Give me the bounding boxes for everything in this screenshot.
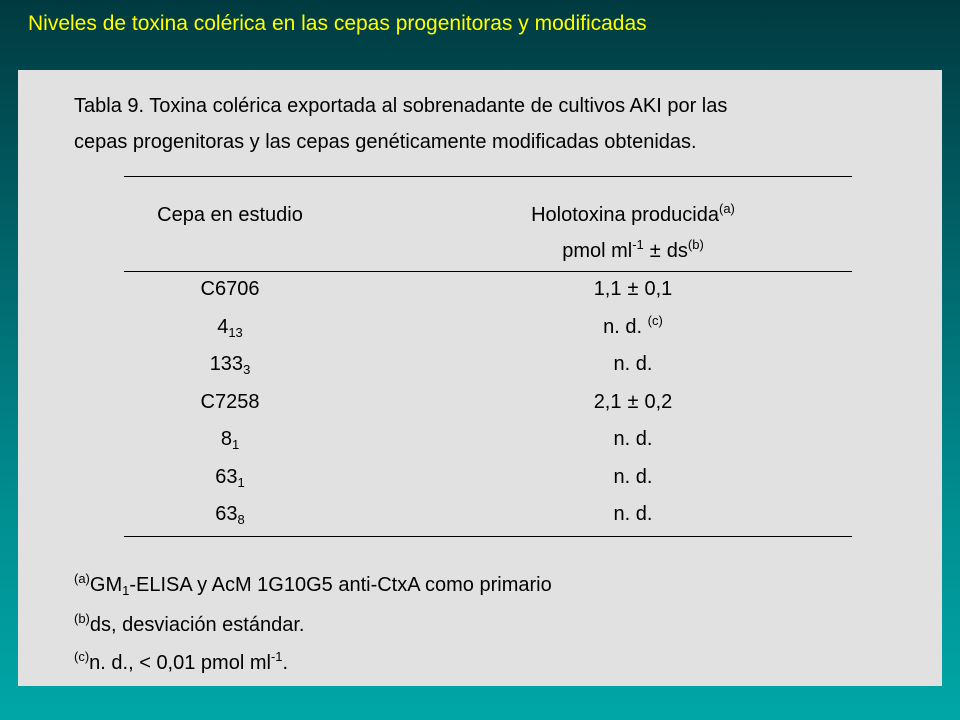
holotoxin-cell: [418, 353, 848, 376]
holotoxin-cell: [418, 466, 848, 489]
strain-cell: [124, 428, 336, 451]
holotoxin-value: 2,1: [593, 391, 622, 413]
footnote-b-text: ds, desviación estándar.: [89, 614, 305, 636]
strain-name: 8: [220, 428, 232, 450]
footnote-c-post: .: [282, 652, 289, 674]
table-top-rule: [124, 176, 852, 177]
footnote-a-pre: GM: [89, 574, 123, 596]
strain-name: 63: [215, 466, 238, 488]
plus-minus-symbol: ±: [627, 278, 639, 300]
holotoxin-value: 1,1: [593, 278, 622, 300]
holotoxin-sd: 0,2: [644, 391, 673, 413]
holotoxin-cell: [418, 428, 848, 451]
holotoxin-cell: [418, 503, 848, 526]
slide-title: Niveles de toxina colérica en las cepas progenitoras y modificadas: [28, 12, 647, 35]
holotoxin-cell: [418, 278, 848, 301]
footnote-a-post: -ELISA y AcM 1G10G5 anti-CtxA como primario: [129, 574, 552, 596]
holotoxin-value: n. d.: [613, 466, 653, 488]
holotoxin-sd: 0,1: [644, 278, 673, 300]
table-panel: [18, 70, 942, 686]
plus-minus-symbol: ±: [627, 391, 639, 413]
strain-subscript: 3: [243, 362, 251, 377]
header-holotoxin-text: Holotoxina producida: [531, 204, 719, 226]
header-sd-mark: (b): [687, 237, 704, 252]
holotoxin-value: n. d.: [613, 428, 653, 450]
strain-name: 133: [209, 353, 244, 375]
strain-cell: [124, 278, 336, 301]
strain-name: C6706: [200, 278, 260, 300]
header-holotoxin-mark: (a): [719, 201, 735, 216]
header-units-exp: -1: [632, 237, 644, 252]
footnote-a-sub: 1: [122, 583, 130, 598]
strain-subscript: 8: [237, 512, 245, 527]
footnote-marker: (c): [647, 313, 663, 328]
holotoxin-value: n. d.: [613, 503, 653, 525]
holotoxin-cell: [418, 391, 848, 414]
table-bottom-rule: [124, 536, 852, 537]
strain-cell: [124, 466, 336, 489]
footnote-c: [74, 649, 289, 675]
footnote-b: [74, 611, 305, 637]
strain-cell: [124, 503, 336, 526]
strain-subscript: 1: [231, 437, 240, 452]
footnote-c-pre: n. d., < 0,01 pmol ml: [89, 652, 271, 674]
strain-name: C7258: [200, 391, 260, 413]
footnote-c-exp: -1: [270, 649, 283, 664]
strain-name: 63: [215, 503, 238, 525]
holotoxin-value: n. d.: [613, 353, 653, 375]
strain-subscript: 1: [237, 475, 245, 490]
footnote-a: [74, 571, 552, 598]
caption-line-2: cepas progenitoras y las cepas genéticamente modificadas obtenidas.: [74, 131, 697, 153]
header-strain: Cepa en estudio: [157, 204, 303, 226]
holotoxin-cell: [418, 313, 848, 339]
header-sd-text: ds: [666, 240, 688, 262]
plus-minus-symbol: ±: [649, 240, 661, 262]
table-caption: [74, 88, 904, 160]
header-units-text: pmol ml: [562, 240, 633, 262]
caption-line-1: Tabla 9. Toxina colérica exportada al sobrenadante de cultivos AKI por las: [74, 95, 728, 117]
strain-subscript: 13: [228, 325, 243, 340]
holotoxin-value: n. d.: [603, 316, 643, 338]
footnote-c-mark: (c): [74, 649, 90, 664]
footnote-b-mark: (b): [74, 611, 90, 626]
footnote-a-mark: (a): [74, 571, 90, 586]
strain-cell: [124, 391, 336, 414]
table-header-rule: [124, 271, 852, 272]
header-holotoxin: [418, 201, 848, 227]
strain-name: 4: [217, 316, 229, 338]
strain-cell: [124, 353, 336, 376]
header-units: [418, 237, 848, 263]
strain-cell: [124, 316, 336, 339]
